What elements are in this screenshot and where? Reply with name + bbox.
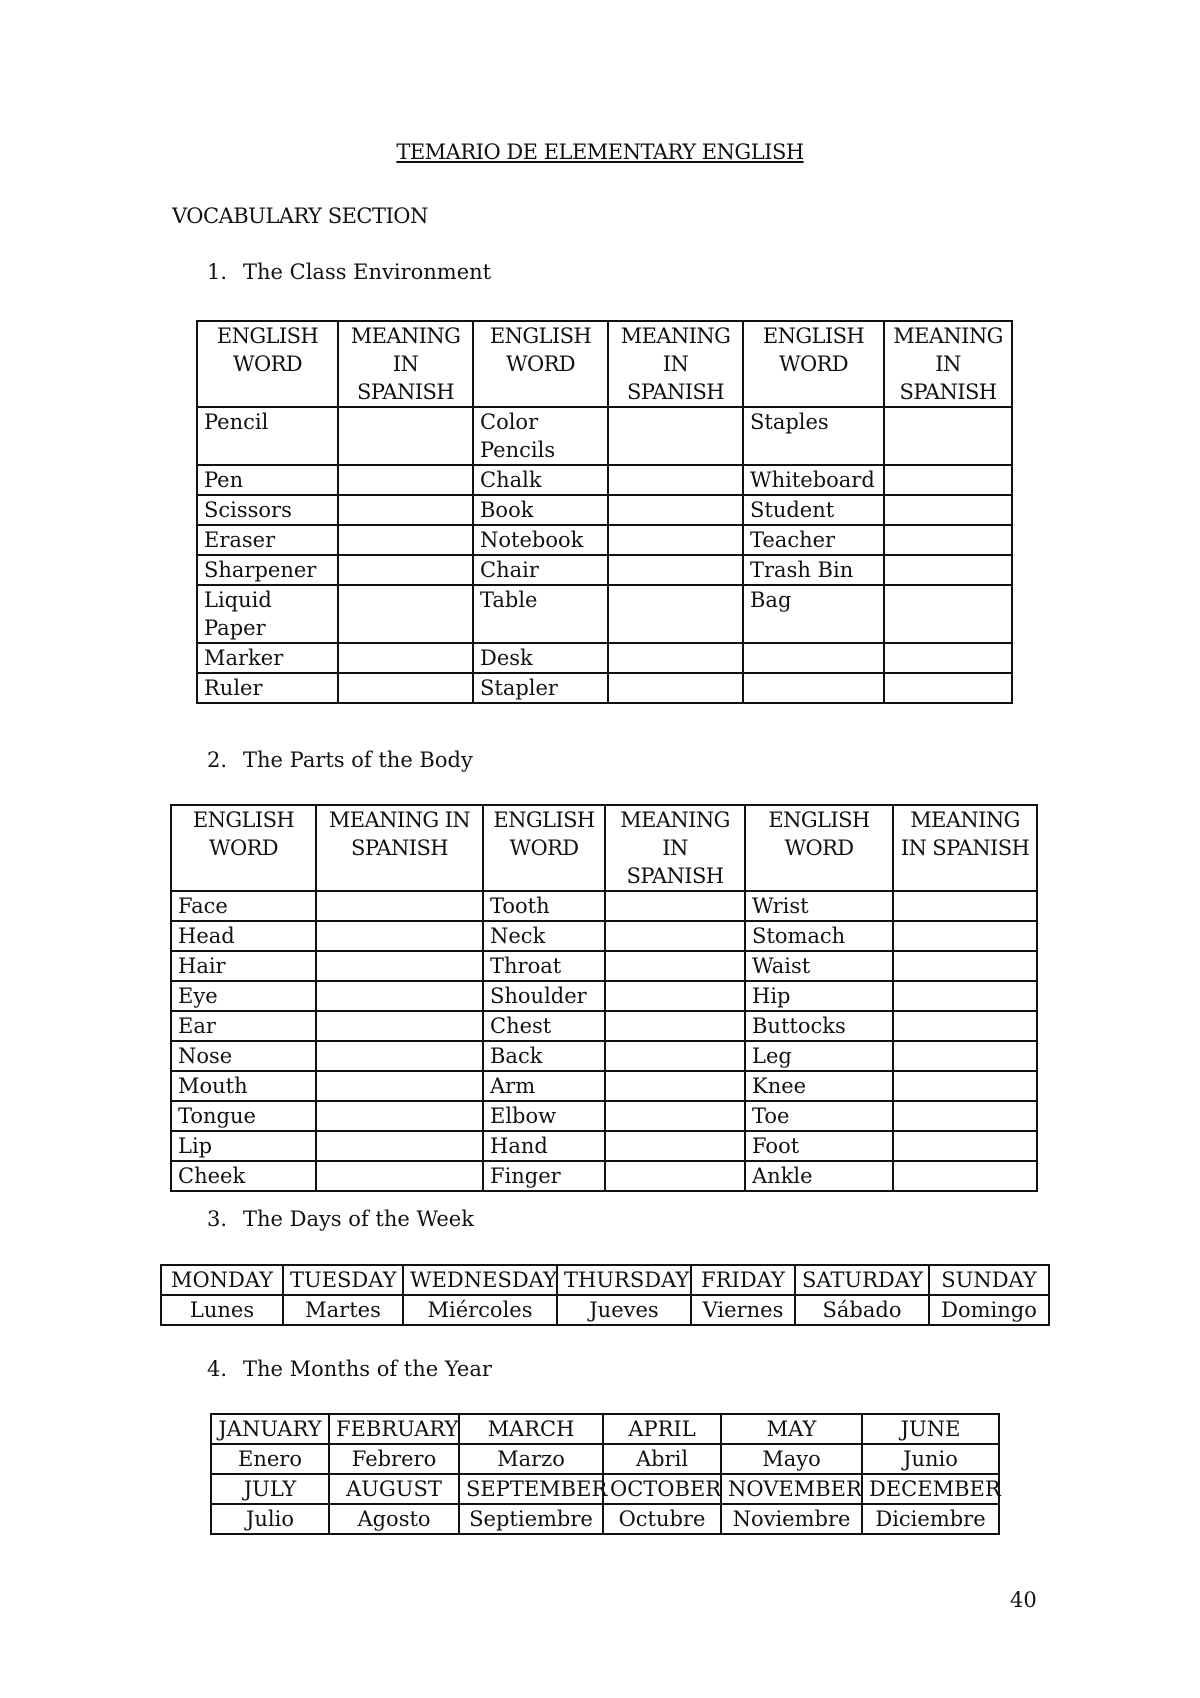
meaning-blank <box>884 407 1012 465</box>
english-word: Elbow <box>483 1101 605 1131</box>
english-word: Lip <box>171 1131 316 1161</box>
meaning-blank <box>605 951 745 981</box>
english-word: Sharpener <box>197 555 338 585</box>
english-word: Eye <box>171 981 316 1011</box>
column-header: ENGLISH WORD <box>745 805 893 891</box>
english-word: Notebook <box>473 525 608 555</box>
table-row <box>171 921 1037 951</box>
english-word: Tooth <box>483 891 605 921</box>
column-header: MEANING IN SPANISH <box>893 805 1037 891</box>
english-word: Trash Bin <box>743 555 884 585</box>
month-spanish: Mayo <box>721 1444 862 1474</box>
meaning-blank <box>338 585 473 643</box>
meaning-blank <box>884 525 1012 555</box>
table-row <box>211 1504 999 1534</box>
english-word: Neck <box>483 921 605 951</box>
meaning-blank <box>605 1161 745 1191</box>
heading-number: 1. <box>207 260 228 284</box>
table-row <box>197 495 1012 525</box>
month-spanish: Marzo <box>459 1444 603 1474</box>
heading-text: The Class Environment <box>243 260 492 284</box>
english-word: Knee <box>745 1071 893 1101</box>
english-word: Whiteboard <box>743 465 884 495</box>
day-english: MONDAY <box>161 1265 283 1295</box>
meaning-blank <box>893 1011 1037 1041</box>
heading-parts-of-body <box>207 748 473 772</box>
english-word: Back <box>483 1041 605 1071</box>
meaning-blank <box>605 981 745 1011</box>
month-spanish: Agosto <box>329 1504 459 1534</box>
month-spanish: Julio <box>211 1504 329 1534</box>
meaning-blank <box>893 981 1037 1011</box>
english-word: Student <box>743 495 884 525</box>
month-spanish: Noviembre <box>721 1504 862 1534</box>
day-spanish: Miércoles <box>403 1295 557 1325</box>
table-row <box>197 643 1012 673</box>
english-word: Ear <box>171 1011 316 1041</box>
english-word: Chair <box>473 555 608 585</box>
english-word: Ruler <box>197 673 338 703</box>
english-word: Stomach <box>745 921 893 951</box>
english-word: Pencil <box>197 407 338 465</box>
heading-number: 2. <box>207 748 228 772</box>
meaning-blank <box>884 465 1012 495</box>
meaning-blank <box>608 673 743 703</box>
column-header: ENGLISH WORD <box>483 805 605 891</box>
english-word: Eraser <box>197 525 338 555</box>
english-word: Bag <box>743 585 884 643</box>
meaning-blank <box>316 1101 483 1131</box>
english-word: Table <box>473 585 608 643</box>
heading-days-of-week <box>207 1207 474 1231</box>
day-english: SATURDAY <box>795 1265 929 1295</box>
table-row <box>171 1041 1037 1071</box>
english-word: Throat <box>483 951 605 981</box>
english-word: Chest <box>483 1011 605 1041</box>
english-word: Scissors <box>197 495 338 525</box>
table-header-row <box>197 321 1012 407</box>
day-spanish: Domingo <box>929 1295 1049 1325</box>
table-row <box>171 1101 1037 1131</box>
meaning-blank <box>608 495 743 525</box>
meaning-blank <box>893 1161 1037 1191</box>
english-word: Teacher <box>743 525 884 555</box>
english-word: Arm <box>483 1071 605 1101</box>
table-row <box>171 1011 1037 1041</box>
meaning-blank <box>608 643 743 673</box>
column-header: MEANING IN SPANISH <box>884 321 1012 407</box>
meaning-blank <box>884 643 1012 673</box>
day-english: WEDNESDAY <box>403 1265 557 1295</box>
english-word: Wrist <box>745 891 893 921</box>
english-word: Mouth <box>171 1071 316 1101</box>
english-word: Staples <box>743 407 884 465</box>
month-english: MARCH <box>459 1414 603 1444</box>
document-title: TEMARIO DE ELEMENTARY ENGLISH <box>396 140 804 164</box>
month-english: FEBRUARY <box>329 1414 459 1444</box>
month-spanish: Septiembre <box>459 1504 603 1534</box>
meaning-blank <box>338 407 473 465</box>
english-word: Desk <box>473 643 608 673</box>
meaning-blank <box>605 1011 745 1041</box>
month-english: MAY <box>721 1414 862 1444</box>
months-table <box>210 1413 1000 1535</box>
heading-number: 3. <box>207 1207 228 1231</box>
english-word: Tongue <box>171 1101 316 1131</box>
table-row <box>197 555 1012 585</box>
day-spanish: Martes <box>283 1295 403 1325</box>
english-word: Cheek <box>171 1161 316 1191</box>
english-word: Hand <box>483 1131 605 1161</box>
column-header: MEANING IN SPANISH <box>316 805 483 891</box>
table-row <box>171 981 1037 1011</box>
day-spanish: Sábado <box>795 1295 929 1325</box>
english-word: Face <box>171 891 316 921</box>
day-english: SUNDAY <box>929 1265 1049 1295</box>
meaning-blank <box>338 673 473 703</box>
english-word: Head <box>171 921 316 951</box>
meaning-blank <box>316 951 483 981</box>
meaning-blank <box>884 555 1012 585</box>
meaning-blank <box>316 1161 483 1191</box>
meaning-blank <box>338 555 473 585</box>
meaning-blank <box>316 1041 483 1071</box>
english-word: Stapler <box>473 673 608 703</box>
section-title: VOCABULARY SECTION <box>172 204 428 228</box>
table-row <box>161 1295 1049 1325</box>
month-english: JUNE <box>862 1414 999 1444</box>
month-spanish: Enero <box>211 1444 329 1474</box>
month-spanish: Abril <box>603 1444 721 1474</box>
day-spanish: Jueves <box>557 1295 691 1325</box>
page-number: 40 <box>1010 1588 1037 1612</box>
table-row <box>211 1444 999 1474</box>
meaning-blank <box>338 525 473 555</box>
meaning-blank <box>605 921 745 951</box>
english-word: Toe <box>745 1101 893 1131</box>
meaning-blank <box>605 1131 745 1161</box>
table-row <box>197 673 1012 703</box>
meaning-blank <box>893 1131 1037 1161</box>
meaning-blank <box>316 921 483 951</box>
month-english: SEPTEMBER <box>459 1474 603 1504</box>
day-spanish: Lunes <box>161 1295 283 1325</box>
meaning-blank <box>608 525 743 555</box>
meaning-blank <box>608 555 743 585</box>
meaning-blank <box>884 673 1012 703</box>
meaning-blank <box>884 495 1012 525</box>
english-word: Chalk <box>473 465 608 495</box>
english-word <box>743 673 884 703</box>
table-row <box>211 1474 999 1504</box>
class-environment-table <box>196 320 1013 704</box>
english-word: Buttocks <box>745 1011 893 1041</box>
month-spanish: Octubre <box>603 1504 721 1534</box>
column-header: ENGLISH WORD <box>743 321 884 407</box>
days-table <box>160 1264 1050 1326</box>
table-row <box>171 1131 1037 1161</box>
table-row <box>197 585 1012 643</box>
english-word: Liquid Paper <box>197 585 338 643</box>
meaning-blank <box>605 1041 745 1071</box>
table-row <box>171 1161 1037 1191</box>
body-parts-table <box>170 804 1038 1192</box>
meaning-blank <box>893 1101 1037 1131</box>
month-english: OCTOBER <box>603 1474 721 1504</box>
meaning-blank <box>605 891 745 921</box>
english-word: Pen <box>197 465 338 495</box>
meaning-blank <box>338 495 473 525</box>
heading-class-environment <box>207 260 491 284</box>
english-word: Ankle <box>745 1161 893 1191</box>
heading-text: The Months of the Year <box>243 1357 492 1381</box>
meaning-blank <box>893 1041 1037 1071</box>
month-english: JULY <box>211 1474 329 1504</box>
table-row <box>197 465 1012 495</box>
heading-text: The Parts of the Body <box>243 748 473 772</box>
day-english: TUESDAY <box>283 1265 403 1295</box>
table-row <box>171 951 1037 981</box>
table-header-row <box>171 805 1037 891</box>
english-word: Nose <box>171 1041 316 1071</box>
table-row <box>197 525 1012 555</box>
heading-months-of-year <box>207 1357 492 1381</box>
meaning-blank <box>893 951 1037 981</box>
meaning-blank <box>338 643 473 673</box>
english-word: Marker <box>197 643 338 673</box>
month-spanish: Febrero <box>329 1444 459 1474</box>
month-english: NOVEMBER <box>721 1474 862 1504</box>
english-word: Foot <box>745 1131 893 1161</box>
english-word: Leg <box>745 1041 893 1071</box>
english-word: Finger <box>483 1161 605 1191</box>
day-english: FRIDAY <box>691 1265 795 1295</box>
meaning-blank <box>893 1071 1037 1101</box>
meaning-blank <box>605 1101 745 1131</box>
meaning-blank <box>608 465 743 495</box>
table-row <box>197 407 1012 465</box>
meaning-blank <box>608 585 743 643</box>
english-word: Hair <box>171 951 316 981</box>
month-english: APRIL <box>603 1414 721 1444</box>
meaning-blank <box>316 1071 483 1101</box>
month-english: AUGUST <box>329 1474 459 1504</box>
english-word <box>743 643 884 673</box>
month-english: JANUARY <box>211 1414 329 1444</box>
column-header: MEANING IN SPANISH <box>608 321 743 407</box>
month-spanish: Diciembre <box>862 1504 999 1534</box>
heading-text: The Days of the Week <box>243 1207 474 1231</box>
heading-number: 4. <box>207 1357 228 1381</box>
table-row <box>171 891 1037 921</box>
meaning-blank <box>884 585 1012 643</box>
day-english: THURSDAY <box>557 1265 691 1295</box>
english-word: Hip <box>745 981 893 1011</box>
meaning-blank <box>316 891 483 921</box>
meaning-blank <box>605 1071 745 1101</box>
month-spanish: Junio <box>862 1444 999 1474</box>
table-row <box>171 1071 1037 1101</box>
meaning-blank <box>893 891 1037 921</box>
month-english: DECEMBER <box>862 1474 999 1504</box>
column-header: ENGLISH WORD <box>473 321 608 407</box>
column-header: MEANING IN SPANISH <box>338 321 473 407</box>
meaning-blank <box>608 407 743 465</box>
english-word: Book <box>473 495 608 525</box>
english-word: Waist <box>745 951 893 981</box>
table-row <box>211 1414 999 1444</box>
meaning-blank <box>338 465 473 495</box>
column-header: ENGLISH WORD <box>171 805 316 891</box>
meaning-blank <box>893 921 1037 951</box>
meaning-blank <box>316 1131 483 1161</box>
column-header: ENGLISH WORD <box>197 321 338 407</box>
english-word: Shoulder <box>483 981 605 1011</box>
english-word: Color Pencils <box>473 407 608 465</box>
day-spanish: Viernes <box>691 1295 795 1325</box>
meaning-blank <box>316 981 483 1011</box>
meaning-blank <box>316 1011 483 1041</box>
column-header: MEANING IN SPANISH <box>605 805 745 891</box>
table-row <box>161 1265 1049 1295</box>
